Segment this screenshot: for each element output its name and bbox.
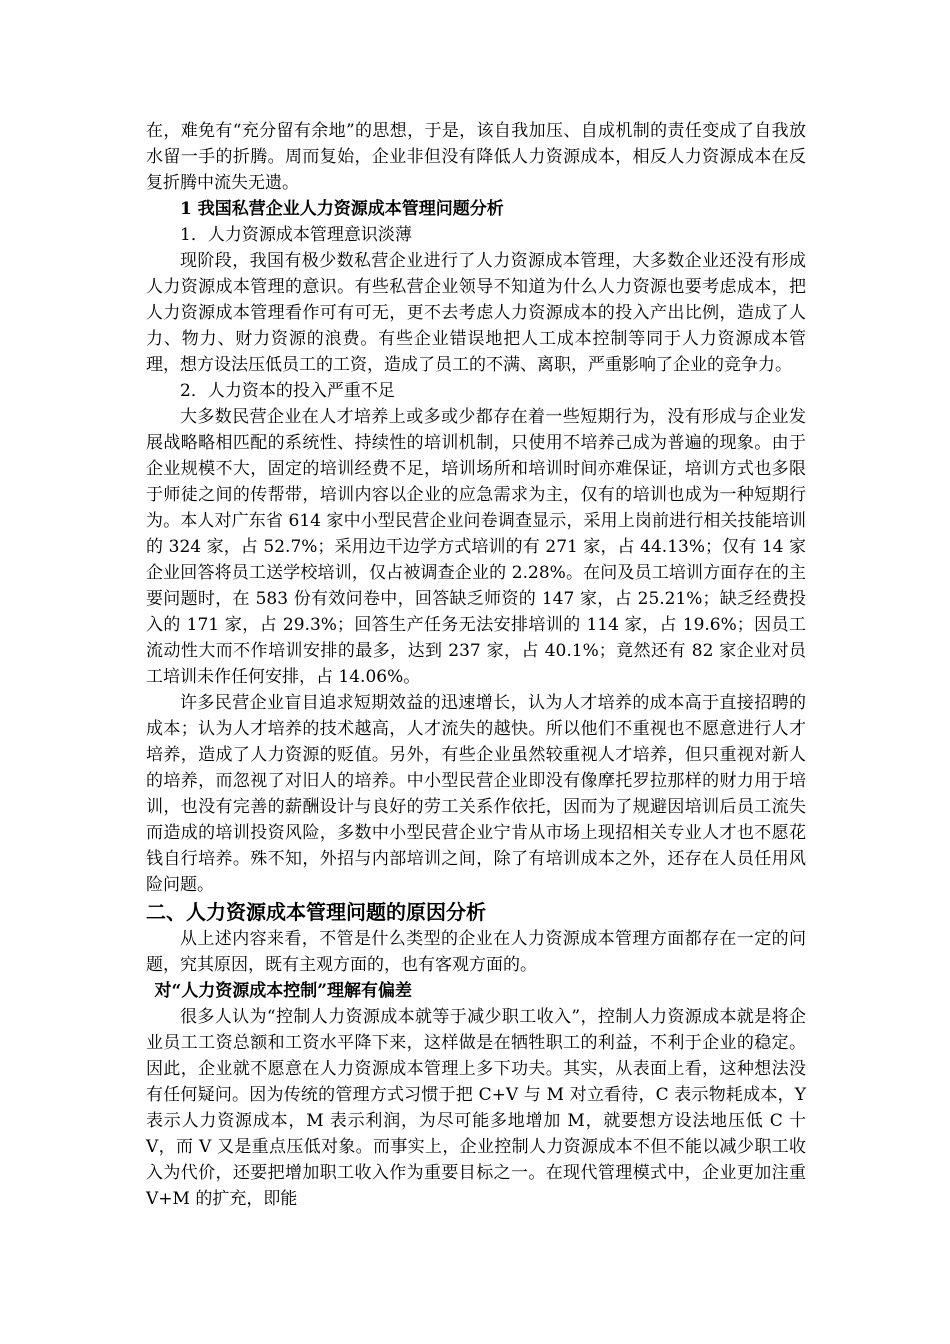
paragraph-4: 从上述内容来看，不管是什么类型的企业在人力资源成本管理方面都存在一定的问题，究其原因，既有主观方面的，也有客观方面的。 xyxy=(146,929,806,975)
document-page xyxy=(146,118,806,1212)
section-heading-2: 二、人力资源成本管理问题的原因分析 xyxy=(146,900,486,924)
subheading-3: 对“人力资源成本控制”理解有偏差 xyxy=(154,981,413,1001)
section-heading-1: 1 我国私营企业人力资源成本管理问题分析 xyxy=(180,199,504,219)
paragraph-5: 很多人认为“控制人力资源成本就等于减少职工收入”，控制人力资源成本就是将企业员工工资总额和工资水平降下来，这样做是在牺牲职工的利益，不利于企业的稳定。因此，企业就不愿意在人力资源成本管理上多下功夫。其实，从表面上看，这种想法没有任何疑问。因为传统的管理方式习惯于把 C+V 与 M 对立看待，C 表示物耗成本，Y 表示人力资源成本，M 表示利润，为尽可能多地增加 M，就要想方设法地压低 C 十 V，而 V 又是重点压低对象。而事实上，企业控制人力资源成本不但不能以减少职工收入为代价，还要把增加职工收入作为重要目标之一。在现代管理模式中，企业更加注重 V+M 的扩充，即能 xyxy=(146,1007,806,1209)
paragraph-intro: 在，难免有“充分留有余地”的思想，于是，该自我加压、自成机制的责任变成了自我放水留一手的折腾。周而复始，企业非但没有降低人力资源成本，相反人力资源成本在反复折腾中流失无遗。 xyxy=(146,121,806,193)
paragraph-1: 现阶段，我国有极少数私营企业进行了人力资源成本管理，大多数企业还没有形成人力资源成本管理的意识。有些私营企业领导不知道为什么人力资源也要考虑成本，把人力资源成本管理看作可有可无，更不去考虑人力资源成本的投入产出比例，造成了人力、物力、财力资源的浪费。有些企业错误地把人工成本控制等同于人力资源成本管理，想方设法压低员工的工资，造成了员工的不满、离职，严重影响了企业的竞争力。 xyxy=(146,251,806,375)
subheading-2: 2．人力资本的投入严重不足 xyxy=(180,381,395,401)
subheading-1: 1．人力资源成本管理意识淡薄 xyxy=(180,225,412,245)
paragraph-3: 许多民营企业盲目追求短期效益的迅速增长，认为人才培养的成本高于直接招聘的成本；认为人才培养的技术越高，人才流失的越快。所以他们不重视也不愿意进行人才培养，造成了人力资源的贬值。另外，有些企业虽然较重视人才培养，但只重视对新人的培养，而忽视了对旧人的培养。中小型民营企业即没有像摩托罗拉那样的财力用于培训，也没有完善的薪酬设计与良好的劳工关系作依托，因而为了规避因培训后员工流失而造成的培训投资风险，多数中小型民营企业宁肯从市场上现招相关专业人才也不愿花钱自行培养。殊不知，外招与内部培训之间，除了有培训成本之外，还存在人员任用风险问题。 xyxy=(146,693,806,895)
paragraph-2: 大多数民营企业在人才培养上或多或少都存在着一些短期行为，没有形成与企业发展战略略相匹配的系统性、持续性的培训机制，只使用不培养己成为普遍的现象。由于企业规模不大，固定的培训经费不足，培训场所和培训时间亦难保证，培训方式也多限于师徒之间的传帮带，培训内容以企业的应急需求为主，仅有的培训也成为一种短期行为。本人对广东省 614 家中小型民营企业问卷调查显示，采用上岗前进行相关技能培训的 324 家，占 52.7%；采用边干边学方式培训的有 271 家，占 44.13%；仅有 14 家企业回答将员工送学校培训，仅占被调查企业的 2.28%。在问及员工培训方面存在的主要问题时，在 583 份有效问卷中，回答缺乏师资的 147 家，占 25.21%；缺乏经费投入的 171 家，占 29.3%；回答生产任务无法安排培训的 114 家，占 19.6%；因员工流动性大而不作培训安排的最多，达到 237 家，占 40.1%；竟然还有 82 家企业对员工培训未作任何安排，占 14.06%。 xyxy=(146,407,806,687)
